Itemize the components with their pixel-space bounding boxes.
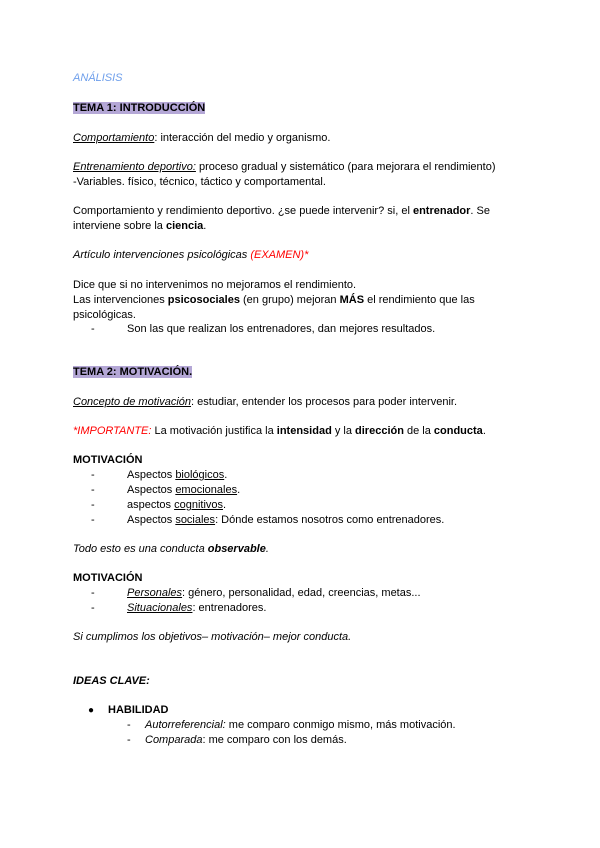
importante-direccion: dirección [355,425,404,437]
dash-bullet: - [127,734,131,746]
list-item-text [145,718,456,733]
importante-p3: de la [403,425,434,437]
dash-bullet: - [127,719,131,731]
item-post: me comparo conmigo mismo, más motivación. [225,719,456,731]
item-term: Personales [127,587,183,599]
dash-bullet: - [91,602,95,614]
dot-bullet: ● [88,705,95,716]
list-item-text [127,601,266,616]
tema2-heading [73,365,533,380]
entrenamiento-text: proceso gradual y sistemático (para mejorara el rendimiento) [195,161,496,173]
observable-post: . [265,543,269,555]
dash-bullet: - [91,323,95,335]
item-term: biológicos [175,469,225,481]
comportamiento-text: : interacción del medio y organismo. [154,132,331,144]
dash-bullet: - [91,587,95,599]
importante-p2: y la [331,425,356,437]
item-term: sociales [175,514,216,526]
observable-bold: observable [207,543,266,555]
item-pre: Aspectos [127,469,176,481]
intervenciones-p2: (en grupo) mejoran [239,294,340,306]
item-post: : Dónde estamos nosotros como entrenadores. [215,514,445,526]
dash-bullet: - [91,514,95,526]
rendimiento-entrenador: entrenador [412,205,471,217]
importante-tag: *IMPORTANTE: [73,425,152,437]
item-post: : entrenadores. [192,602,267,614]
intervenciones-mas: MÁS [339,294,365,306]
list-item-text [127,586,421,601]
habilidad-label: HABILIDAD [108,704,169,716]
tema2-heading-text: TEMA 2: MOTIVACIÓN. [73,366,193,378]
entrenamiento-line [73,160,543,175]
item-term: emocionales [175,484,238,496]
cumplimos-line: Si cumplimos los objetivos– motivación– mejor conducta. [73,631,352,643]
concepto-line [73,395,533,410]
analisis-label: ANÁLISIS [73,72,123,84]
motivacion-title-2: MOTIVACIÓN [73,572,143,584]
tema1-heading-text: TEMA 1: INTRODUCCIÓN [73,102,206,114]
examen-tag: (EXAMEN)* [250,249,309,261]
entrenamiento-term: Entrenamiento deportivo: [73,161,196,173]
observable-line [73,542,533,557]
dash-bullet: - [91,499,95,511]
item-pre: aspectos [127,499,175,511]
articulo-text: Artículo intervenciones psicológicas [73,249,251,261]
list-item-text [127,483,240,498]
item-post: . [237,484,241,496]
list-item-text [127,513,444,528]
importante-line [73,424,533,439]
comportamiento-line [73,131,533,146]
item-post: . [223,499,227,511]
item-term: cognitivos [174,499,224,511]
intervenciones-p1: Las intervenciones [73,294,168,306]
variables-line: -Variables. físico, técnico, táctico y comportamental. [73,176,326,188]
rendimiento-p3: . [203,220,207,232]
list-item-text: Son las que realizan los entrenadores, dan mejores resultados. [127,323,436,335]
dash-bullet: - [91,484,95,496]
articulo-line [73,248,533,263]
item-pre: Aspectos [127,514,176,526]
rendimiento-paragraph [73,204,513,234]
importante-intensidad: intensidad [276,425,332,437]
list-item-text [127,498,226,513]
item-term: Situacionales [127,602,193,614]
item-term: Comparada [145,734,203,746]
concepto-text: : estudiar, entender los procesos para poder intervenir. [191,396,458,408]
importante-p4: . [482,425,486,437]
rendimiento-ciencia: ciencia [165,220,204,232]
observable-text: Todo esto es una conducta [73,543,208,555]
comportamiento-term: Comportamiento [73,132,155,144]
importante-p1: La motivación justifica la [151,425,277,437]
intervenciones-p3: el rendimiento que las psicológicas. [73,294,475,321]
item-term: Autorreferencial: [145,719,226,731]
intervenciones-psicosociales: psicosociales [167,294,240,306]
item-post: : género, personalidad, edad, creencias, metas... [182,587,421,599]
dash-bullet: - [91,469,95,481]
list-item-text [145,733,347,748]
tema1-heading [73,101,533,116]
list-item-text [127,468,227,483]
rendimiento-p1: Comportamiento y rendimiento deportivo. ¿se puede intervenir? si, el [73,205,413,217]
ideas-clave-title: IDEAS CLAVE: [73,675,150,687]
importante-conducta: conducta [433,425,483,437]
item-pre: Aspectos [127,484,176,496]
intervenciones-paragraph [73,293,503,323]
concepto-term: Concepto de motivación [73,396,192,408]
dice-line: Dice que si no intervenimos no mejoramos el rendimiento. [73,279,357,291]
item-post: : me comparo con los demás. [202,734,347,746]
item-post: . [224,469,228,481]
motivacion-title-1: MOTIVACIÓN [73,454,143,466]
rendimiento-p2: . Se interviene sobre la [73,205,490,232]
